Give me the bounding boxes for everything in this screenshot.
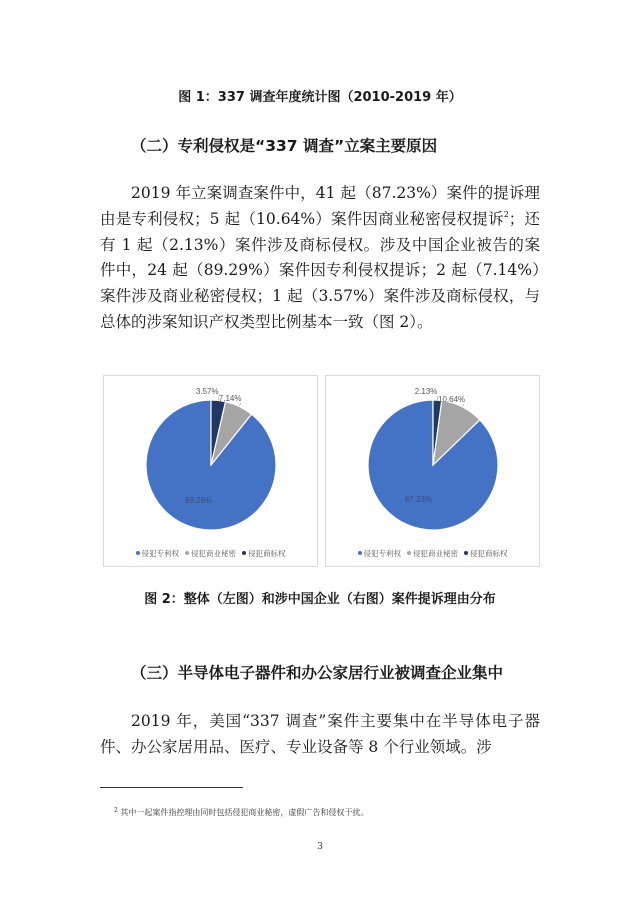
pie-chart-china-svg (104, 376, 317, 566)
legend-marker-patent (358, 551, 362, 555)
slice-label-patent: 89.29% (185, 495, 213, 505)
pie-chart-overall (325, 375, 540, 567)
chart-legend (326, 548, 539, 559)
figure2-caption: 图 2：整体（左图）和涉中国企业（右图）案件提诉理由分布 (144, 592, 496, 607)
legend-item-trade-secret (185, 548, 236, 559)
legend-label-trade-secret: 侵犯商业秘密 (413, 549, 458, 558)
footnote-marker: 2 (114, 807, 118, 814)
legend-item-trade-secret (407, 548, 458, 559)
leader-line-trade-secret (239, 403, 241, 407)
figure1-caption: 图 1：337 调查年度统计图（2010-2019 年） (178, 90, 462, 105)
pie-chart-overall-svg (326, 376, 539, 566)
slice-label-trademark: 2.13% (414, 387, 438, 397)
slice-label-trademark: 3.57% (195, 387, 219, 397)
legend-label-trademark: 侵犯商标权 (470, 549, 508, 558)
legend-label-trade-secret: 侵犯商业秘密 (191, 549, 236, 558)
page-number: 3 (317, 842, 323, 852)
footnote-ref: 2 (503, 209, 509, 219)
legend-marker-trademark (242, 551, 246, 555)
paragraph-1-part-b: ；还有 1 起（2.13%）案件涉及商标侵权。涉及中国企业被告的案件中，24 起（89.29%）案件因专利侵权提诉；2 起（7.14%）案件涉及商业秘密侵权；1 起（3.57%）案件涉及商标侵权，与总体的涉案知识产权类型比例基本一致（图 2）。 (100, 209, 540, 331)
slice-label-patent: 87.23% (404, 494, 432, 504)
legend-marker-trade-secret (407, 551, 411, 555)
legend-label-patent: 侵犯专利权 (363, 549, 401, 558)
section3-title: （三）半导体电子器件和办公家居行业被调查企业集中 (131, 664, 504, 682)
slice-label-trade-secret: 10.64% (438, 394, 466, 404)
legend-item-trademark (242, 548, 286, 559)
paragraph-1 (100, 181, 540, 336)
paragraph-2-text: 2019 年，美国“337 调查”案件主要集中在半导体电子器件、办公家居用品、医疗、专业设备等 8 个行业领域。涉 (100, 712, 540, 756)
chart-legend (104, 548, 317, 559)
legend-item-patent (358, 548, 402, 559)
footnote-text: 其中一起案件指控理由同时包括侵犯商业秘密，虚假广告和侵权干扰。 (120, 808, 369, 817)
slice-label-trade-secret: 7.14% (218, 394, 242, 404)
legend-label-patent: 侵犯专利权 (141, 549, 179, 558)
paragraph-2 (100, 709, 540, 761)
pie-chart-china (103, 375, 318, 567)
leader-line-trade-secret (462, 403, 464, 407)
footnote-divider (100, 787, 243, 788)
legend-marker-trademark (464, 551, 468, 555)
legend-item-patent (136, 548, 180, 559)
footnote (114, 807, 368, 818)
paragraph-1-part-a: 2019 年立案调查案件中，41 起（87.23%）案件的提诉理由是专利侵权；5 起（10.64%）案件因商业秘密侵权提诉 (100, 184, 540, 228)
legend-label-trademark: 侵犯商标权 (248, 549, 286, 558)
legend-item-trademark (464, 548, 508, 559)
legend-marker-trade-secret (185, 551, 189, 555)
section2-title: （二）专利侵权是“337 调查”立案主要原因 (131, 137, 438, 155)
legend-marker-patent (136, 551, 140, 555)
